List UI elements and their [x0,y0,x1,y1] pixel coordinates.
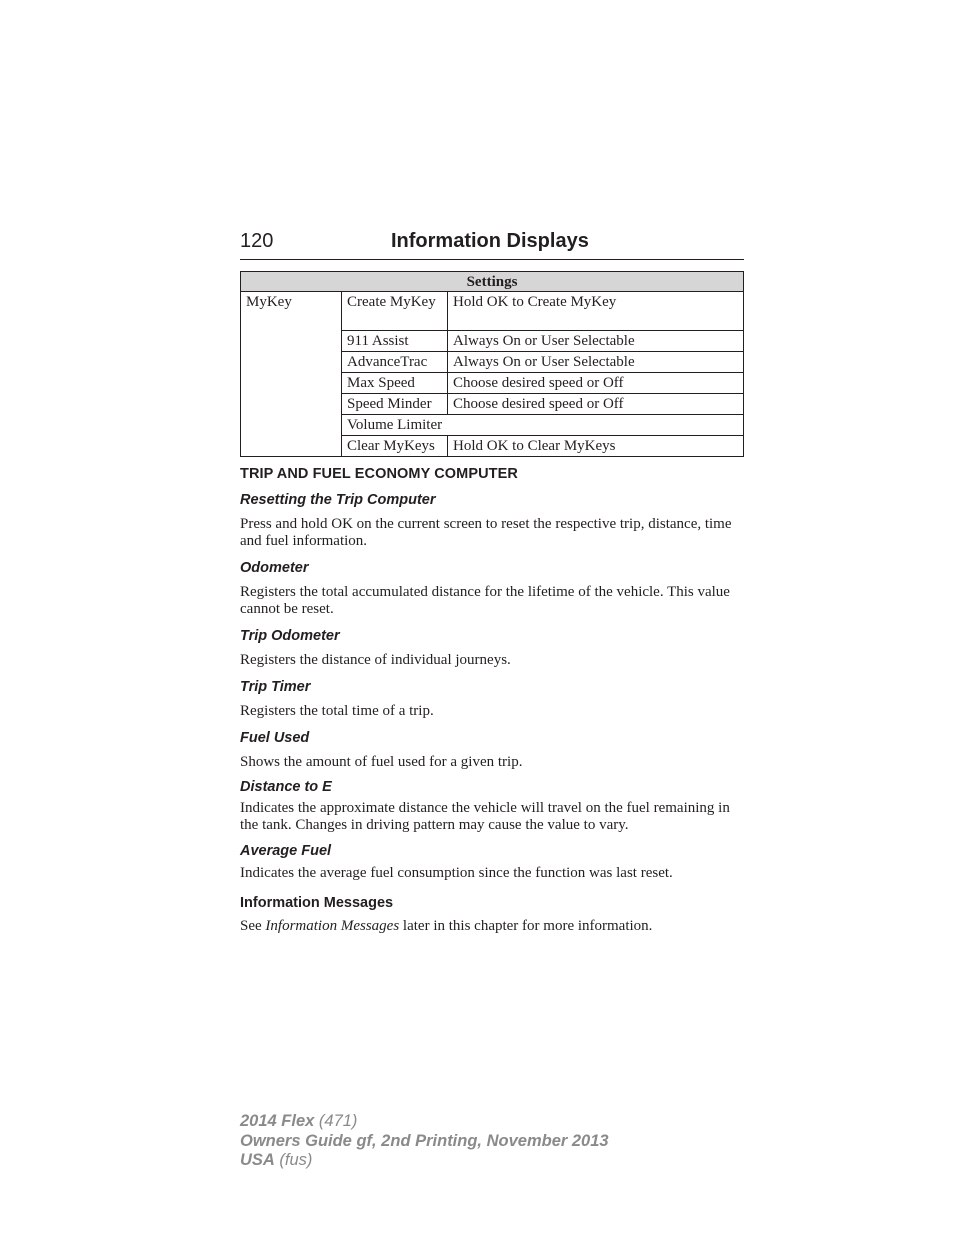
subsection-title: Distance to E [240,779,332,795]
subsection-title: Average Fuel [240,843,332,859]
paragraph: Registers the total accumulated distance for the lifetime of the vehicle. This value cannot be reset. [240,584,730,617]
footer-region-code: (fus) [274,1151,313,1169]
setting-value: Always On or User Selectable [448,331,744,352]
setting-item: Create MyKey [342,292,448,331]
subsection-title: Trip Timer [240,679,311,695]
setting-value: Hold OK to Clear MyKeys [448,436,744,457]
footer-line-2 [240,1132,609,1152]
footer-model: 2014 Flex [240,1112,315,1130]
subsection-title: Trip Odometer [240,628,340,644]
text-segment: See [240,918,266,934]
paragraph: Registers the distance of individual journeys. [240,652,511,668]
page-header [240,228,744,260]
subsection-title: Information Messages [240,895,394,911]
paragraph: Press and hold OK on the current screen to reset the respective trip, distance, time and fuel information. [240,516,732,549]
cross-reference-link[interactable]: Information Messages [265,918,400,934]
setting-value: Hold OK to Create MyKey [448,292,744,331]
setting-item: Clear MyKeys [342,436,448,457]
settings-group-mykey: MyKey [241,292,342,457]
footer-line-3 [240,1151,609,1171]
settings-table [240,271,744,457]
paragraph: Registers the total time of a trip. [240,703,434,719]
setting-item: Volume Limiter [342,415,744,436]
paragraph: Indicates the average fuel consumption since the function was last reset. [240,865,673,881]
page-footer [240,1112,609,1171]
paragraph: Indicates the approximate distance the vehicle will travel on the fuel remaining in the tank. Changes in driving pattern may cause the value to vary. [240,800,730,833]
subsection-title: Resetting the Trip Computer [240,492,436,508]
page-number: 120 [240,230,274,252]
setting-value: Choose desired speed or Off [448,394,744,415]
section-heading: TRIP AND FUEL ECONOMY COMPUTER [240,466,518,482]
table-row [241,292,744,331]
setting-item: 911 Assist [342,331,448,352]
setting-item: AdvanceTrac [342,352,448,373]
setting-item: Max Speed [342,373,448,394]
setting-value: Choose desired speed or Off [448,373,744,394]
paragraph: Shows the amount of fuel used for a given trip. [240,754,523,770]
footer-guide: Owners Guide gf, 2nd Printing, November 2013 [240,1131,609,1150]
setting-item: Speed Minder [342,394,448,415]
main-content [240,466,746,945]
setting-value: Always On or User Selectable [448,352,744,373]
subsection-title: Fuel Used [240,730,310,746]
section-title: Information Displays [391,230,589,252]
paragraph-info-messages [240,918,746,935]
subsection-title: Odometer [240,560,309,576]
footer-region: USA [240,1151,275,1169]
footer-model-code: (471) [314,1112,358,1130]
text-segment: later in this chapter for more information. [399,918,653,934]
settings-table-title: Settings [241,272,744,292]
footer-line-1 [240,1112,609,1132]
